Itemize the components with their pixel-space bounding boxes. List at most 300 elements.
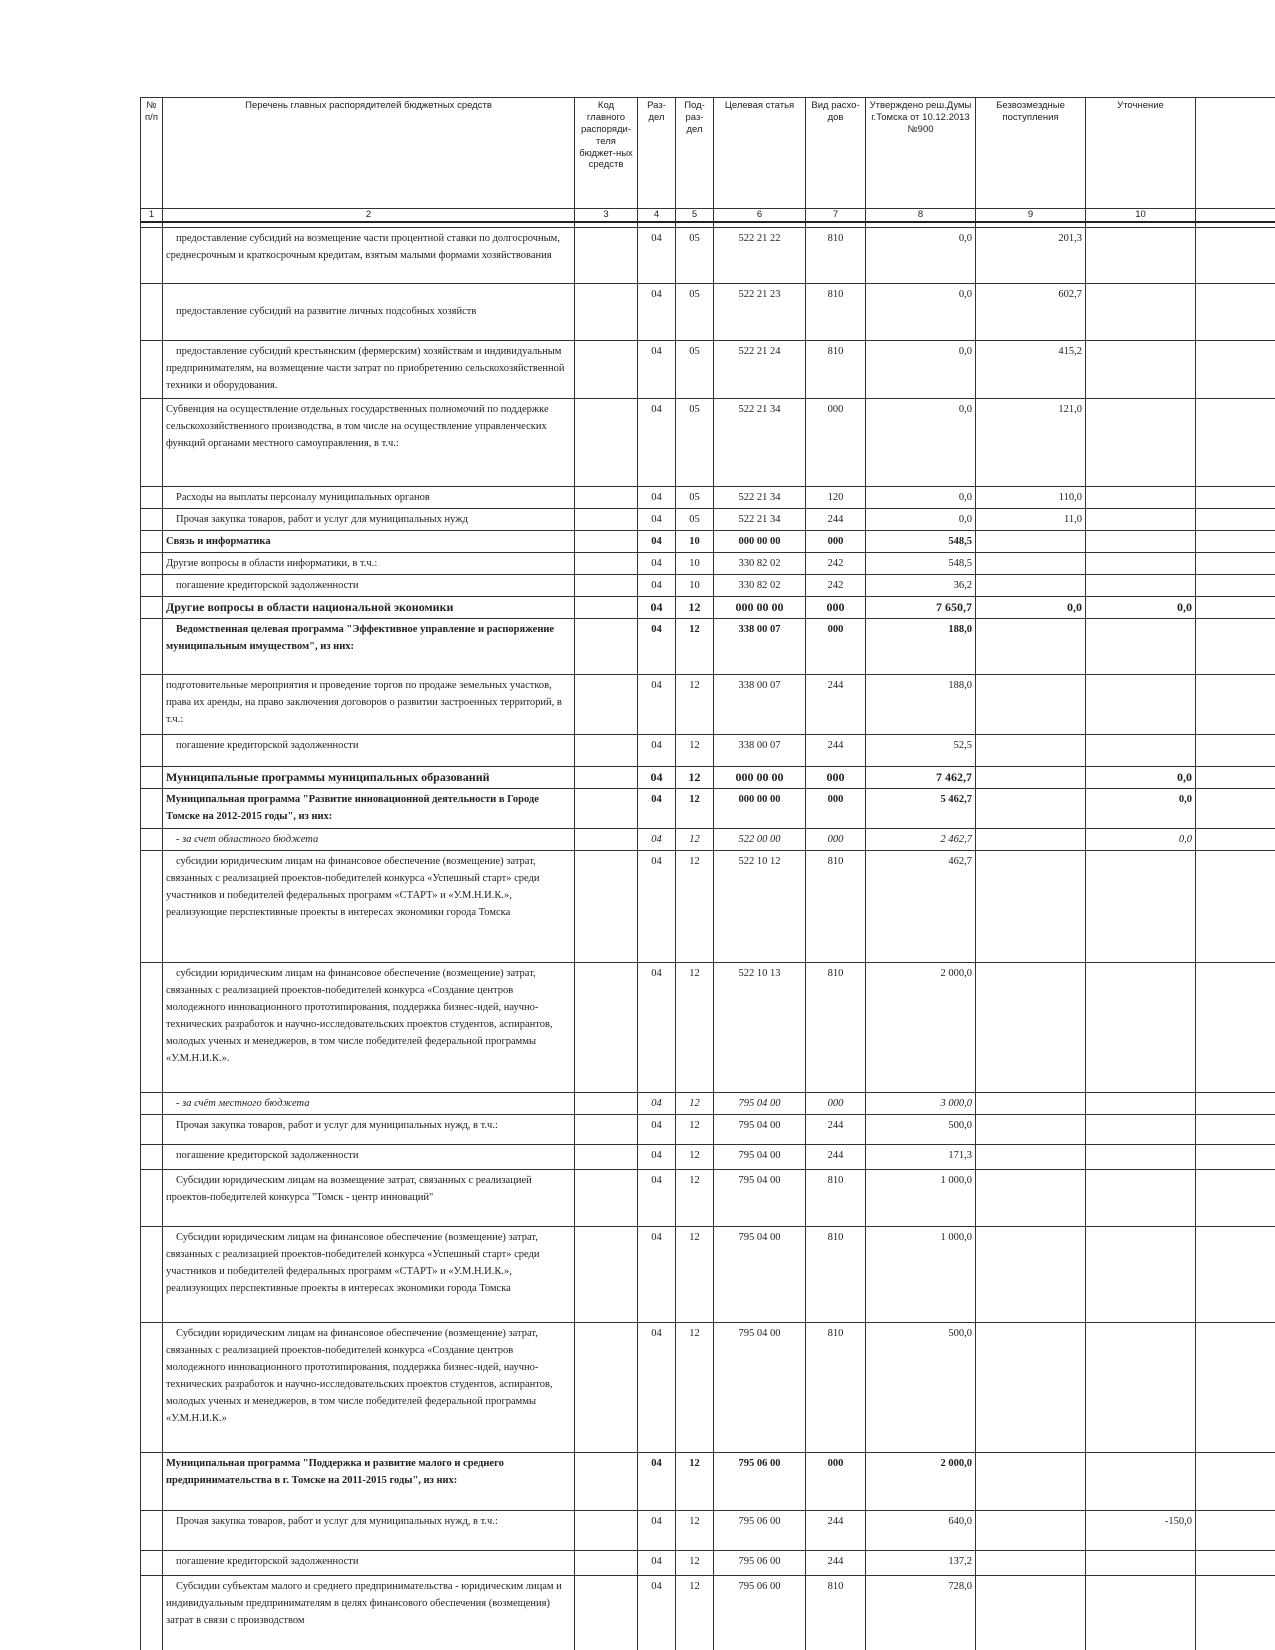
row-code bbox=[575, 574, 638, 596]
row-subsection: 12 bbox=[676, 788, 714, 828]
row-number bbox=[141, 962, 163, 1092]
row-expense-type: 000 bbox=[806, 1452, 866, 1510]
row-expense-type: 000 bbox=[806, 766, 866, 788]
row-subsection: 12 bbox=[676, 1322, 714, 1452]
row-update: 0,0 bbox=[1086, 788, 1196, 828]
row-section: 04 bbox=[638, 1169, 676, 1226]
row-target-article: 000 00 00 bbox=[714, 788, 806, 828]
row-section: 04 bbox=[638, 1452, 676, 1510]
table-row bbox=[141, 486, 1275, 508]
row-subsection: 12 bbox=[676, 596, 714, 618]
row-target-article: 795 04 00 bbox=[714, 1226, 806, 1322]
row-number bbox=[141, 1092, 163, 1114]
row-name: Расходы на выплаты персоналу муниципальных органов bbox=[163, 486, 575, 508]
row-code bbox=[575, 530, 638, 552]
row-approved: 36,2 bbox=[866, 574, 976, 596]
row-name: предоставление субсидий на развитие личных подсобных хозяйств bbox=[163, 283, 575, 340]
row-expense-type: 242 bbox=[806, 574, 866, 596]
header-update: Уточнение bbox=[1086, 98, 1196, 209]
row-code bbox=[575, 596, 638, 618]
row-name: предоставление субсидий на возмещение части процентной ставки по долгосрочным, среднесрочным и краткосрочным кредитам, взятым малыми формами хозяйствования bbox=[163, 227, 575, 283]
row-grants bbox=[976, 766, 1086, 788]
row-update: 0,0 bbox=[1086, 828, 1196, 850]
row-name: погашение кредиторской задолженности bbox=[163, 734, 575, 766]
row-code bbox=[575, 486, 638, 508]
row-update bbox=[1086, 1452, 1196, 1510]
row-code bbox=[575, 552, 638, 574]
budget-table-sheet bbox=[140, 97, 1275, 1650]
row-section: 04 bbox=[638, 596, 676, 618]
row-number bbox=[141, 766, 163, 788]
row-number bbox=[141, 1452, 163, 1510]
row-number bbox=[141, 1169, 163, 1226]
row-subsection: 05 bbox=[676, 227, 714, 283]
row-approved: 0,0 bbox=[866, 486, 976, 508]
row-grants bbox=[976, 1092, 1086, 1114]
row-extra bbox=[1196, 766, 1275, 788]
index-cell: 5 bbox=[676, 209, 714, 222]
row-extra bbox=[1196, 398, 1275, 486]
row-number bbox=[141, 398, 163, 486]
row-update bbox=[1086, 962, 1196, 1092]
row-name: погашение кредиторской задолженности bbox=[163, 574, 575, 596]
row-update bbox=[1086, 850, 1196, 962]
row-target-article: 522 21 34 bbox=[714, 508, 806, 530]
row-approved: 137,2 bbox=[866, 1550, 976, 1575]
row-update bbox=[1086, 1092, 1196, 1114]
row-expense-type: 000 bbox=[806, 1092, 866, 1114]
row-approved: 188,0 bbox=[866, 618, 976, 674]
header-approved: Утверждено реш.Думы г.Томска от 10.12.2013 №900 bbox=[866, 98, 976, 209]
row-update: 0,0 bbox=[1086, 596, 1196, 618]
row-grants: 415,2 bbox=[976, 340, 1086, 398]
row-update bbox=[1086, 1114, 1196, 1144]
header-section: Раз-дел bbox=[638, 98, 676, 209]
row-extra bbox=[1196, 340, 1275, 398]
table-body bbox=[141, 227, 1275, 1650]
row-section: 04 bbox=[638, 283, 676, 340]
row-subsection: 05 bbox=[676, 486, 714, 508]
row-expense-type: 244 bbox=[806, 1510, 866, 1550]
row-extra bbox=[1196, 227, 1275, 283]
row-update: 0,0 bbox=[1086, 766, 1196, 788]
row-grants bbox=[976, 1510, 1086, 1550]
row-extra bbox=[1196, 508, 1275, 530]
row-approved: 2 000,0 bbox=[866, 962, 976, 1092]
index-cell: 1 bbox=[141, 209, 163, 222]
row-code bbox=[575, 227, 638, 283]
index-cell: 3 bbox=[575, 209, 638, 222]
row-target-article: 795 04 00 bbox=[714, 1114, 806, 1144]
table-row bbox=[141, 1144, 1275, 1169]
row-section: 04 bbox=[638, 574, 676, 596]
table-row bbox=[141, 734, 1275, 766]
row-target-article: 338 00 07 bbox=[714, 618, 806, 674]
row-code bbox=[575, 1550, 638, 1575]
row-approved: 0,0 bbox=[866, 508, 976, 530]
table-row bbox=[141, 227, 1275, 283]
index-cell bbox=[1196, 209, 1275, 222]
row-number bbox=[141, 340, 163, 398]
row-section: 04 bbox=[638, 552, 676, 574]
row-extra bbox=[1196, 1144, 1275, 1169]
row-name: предоставление субсидий крестьянским (фермерским) хозяйствам и индивидуальным предпринимателям, на возмещение части затрат по приобретению сельскохозяйственной техники и оборудования. bbox=[163, 340, 575, 398]
table-row bbox=[141, 1452, 1275, 1510]
row-target-article: 795 04 00 bbox=[714, 1322, 806, 1452]
row-grants bbox=[976, 1575, 1086, 1650]
row-code bbox=[575, 850, 638, 962]
index-cell: 7 bbox=[806, 209, 866, 222]
row-grants bbox=[976, 828, 1086, 850]
row-code bbox=[575, 283, 638, 340]
row-subsection: 12 bbox=[676, 1510, 714, 1550]
row-name: подготовительные мероприятия и проведение торгов по продаже земельных участков, права их аренды, на право заключения договоров о развитии застроенных территорий, в т.ч.: bbox=[163, 674, 575, 734]
row-approved: 2 462,7 bbox=[866, 828, 976, 850]
table-row bbox=[141, 674, 1275, 734]
row-subsection: 12 bbox=[676, 734, 714, 766]
row-update bbox=[1086, 227, 1196, 283]
row-expense-type: 810 bbox=[806, 1322, 866, 1452]
row-extra bbox=[1196, 1510, 1275, 1550]
row-target-article: 522 00 00 bbox=[714, 828, 806, 850]
row-name: Прочая закупка товаров, работ и услуг для муниципальных нужд, в т.ч.: bbox=[163, 1510, 575, 1550]
table-row bbox=[141, 828, 1275, 850]
row-extra bbox=[1196, 1322, 1275, 1452]
row-name: Муниципальная программа "Поддержка и развитие малого и среднего предпринимательства в г. Томске на 2011-2015 годы", из них: bbox=[163, 1452, 575, 1510]
row-update bbox=[1086, 1575, 1196, 1650]
row-section: 04 bbox=[638, 766, 676, 788]
table-row bbox=[141, 1550, 1275, 1575]
table-index-row bbox=[141, 209, 1275, 222]
row-expense-type: 810 bbox=[806, 962, 866, 1092]
row-code bbox=[575, 340, 638, 398]
row-section: 04 bbox=[638, 734, 676, 766]
row-name: Прочая закупка товаров, работ и услуг для муниципальных нужд, в т.ч.: bbox=[163, 1114, 575, 1144]
row-number bbox=[141, 283, 163, 340]
row-extra bbox=[1196, 1092, 1275, 1114]
table-row bbox=[141, 1169, 1275, 1226]
row-expense-type: 810 bbox=[806, 1169, 866, 1226]
row-subsection: 12 bbox=[676, 962, 714, 1092]
row-update bbox=[1086, 574, 1196, 596]
row-approved: 0,0 bbox=[866, 340, 976, 398]
row-update bbox=[1086, 530, 1196, 552]
row-extra bbox=[1196, 674, 1275, 734]
row-subsection: 10 bbox=[676, 552, 714, 574]
row-target-article: 795 06 00 bbox=[714, 1550, 806, 1575]
row-number bbox=[141, 530, 163, 552]
row-target-article: 330 82 02 bbox=[714, 552, 806, 574]
table-row bbox=[141, 596, 1275, 618]
row-section: 04 bbox=[638, 486, 676, 508]
row-grants bbox=[976, 1144, 1086, 1169]
row-grants bbox=[976, 788, 1086, 828]
row-subsection: 12 bbox=[676, 1575, 714, 1650]
row-target-article: 522 21 34 bbox=[714, 486, 806, 508]
row-grants bbox=[976, 674, 1086, 734]
row-section: 04 bbox=[638, 227, 676, 283]
row-approved: 171,3 bbox=[866, 1144, 976, 1169]
header-grants: Безвозмездные поступления bbox=[976, 98, 1086, 209]
row-name: - за счет областного бюджета bbox=[163, 828, 575, 850]
row-expense-type: 244 bbox=[806, 1114, 866, 1144]
header-code: Код главного распоряди-теля бюджет-ных средств bbox=[575, 98, 638, 209]
row-target-article: 795 06 00 bbox=[714, 1510, 806, 1550]
table-row bbox=[141, 340, 1275, 398]
table-row bbox=[141, 508, 1275, 530]
row-code bbox=[575, 1169, 638, 1226]
row-approved: 2 000,0 bbox=[866, 1452, 976, 1510]
table-row bbox=[141, 1322, 1275, 1452]
row-update: -150,0 bbox=[1086, 1510, 1196, 1550]
row-expense-type: 810 bbox=[806, 1575, 866, 1650]
row-code bbox=[575, 674, 638, 734]
row-grants bbox=[976, 530, 1086, 552]
row-grants bbox=[976, 1169, 1086, 1226]
row-extra bbox=[1196, 283, 1275, 340]
row-name: субсидии юридическим лицам на финансовое обеспечение (возмещение) затрат, связанных с реализацией проектов-победителей конкурса «Создание центров молодежного инновационного прототипирования, поддержка бизнес-идей, научно-технических разработок и научно-исследовательских проектов студентов, аспирантов, молодых ученых и менеджеров, в том числе победителей федеральной программы «У.М.Н.И.К.». bbox=[163, 962, 575, 1092]
row-target-article: 795 06 00 bbox=[714, 1575, 806, 1650]
row-update bbox=[1086, 674, 1196, 734]
row-approved: 3 000,0 bbox=[866, 1092, 976, 1114]
row-code bbox=[575, 1322, 638, 1452]
row-extra bbox=[1196, 1226, 1275, 1322]
index-cell: 8 bbox=[866, 209, 976, 222]
row-number bbox=[141, 1144, 163, 1169]
row-name: Субсидии юридическим лицам на возмещение затрат, связанных с реализацией проектов-победителей конкурса "Томск - центр инноваций" bbox=[163, 1169, 575, 1226]
row-grants: 11,0 bbox=[976, 508, 1086, 530]
row-extra bbox=[1196, 1575, 1275, 1650]
row-grants: 110,0 bbox=[976, 486, 1086, 508]
row-target-article: 522 21 23 bbox=[714, 283, 806, 340]
row-approved: 7 462,7 bbox=[866, 766, 976, 788]
index-cell: 9 bbox=[976, 209, 1086, 222]
row-number bbox=[141, 574, 163, 596]
row-code bbox=[575, 508, 638, 530]
table-row bbox=[141, 788, 1275, 828]
row-section: 04 bbox=[638, 508, 676, 530]
row-update bbox=[1086, 1144, 1196, 1169]
row-grants bbox=[976, 1452, 1086, 1510]
row-target-article: 522 10 13 bbox=[714, 962, 806, 1092]
row-section: 04 bbox=[638, 1575, 676, 1650]
row-section: 04 bbox=[638, 788, 676, 828]
row-update bbox=[1086, 1226, 1196, 1322]
row-target-article: 795 06 00 bbox=[714, 1452, 806, 1510]
table-row bbox=[141, 1575, 1275, 1650]
row-update bbox=[1086, 486, 1196, 508]
table-row bbox=[141, 850, 1275, 962]
row-target-article: 795 04 00 bbox=[714, 1092, 806, 1114]
row-expense-type: 242 bbox=[806, 552, 866, 574]
row-expense-type: 120 bbox=[806, 486, 866, 508]
row-code bbox=[575, 828, 638, 850]
row-extra bbox=[1196, 486, 1275, 508]
table-row bbox=[141, 552, 1275, 574]
row-extra bbox=[1196, 530, 1275, 552]
row-update bbox=[1086, 618, 1196, 674]
row-name: Субсидии субъектам малого и среднего предпринимательства - юридическим лицам и индивидуальным предпринимателям в целях финансового обеспечения (возмещения) затрат в связи с производством bbox=[163, 1575, 575, 1650]
row-name: погашение кредиторской задолженности bbox=[163, 1550, 575, 1575]
table-row bbox=[141, 766, 1275, 788]
row-subsection: 12 bbox=[676, 618, 714, 674]
row-approved: 0,0 bbox=[866, 227, 976, 283]
row-number bbox=[141, 1550, 163, 1575]
row-subsection: 05 bbox=[676, 398, 714, 486]
row-section: 04 bbox=[638, 1092, 676, 1114]
row-grants: 602,7 bbox=[976, 283, 1086, 340]
row-grants bbox=[976, 552, 1086, 574]
row-name: субсидии юридическим лицам на финансовое обеспечение (возмещение) затрат, связанных с реализацией проектов-победителей конкурса «Успешный старт» среди участников и победителей федеральных программ «СТАРТ» и «У.М.Н.И.К.», реализующие перспективные проекты в интересах экономики города Томска bbox=[163, 850, 575, 962]
row-section: 04 bbox=[638, 1322, 676, 1452]
budget-table bbox=[140, 97, 1275, 1650]
row-extra bbox=[1196, 574, 1275, 596]
row-target-article: 338 00 07 bbox=[714, 734, 806, 766]
row-number bbox=[141, 1322, 163, 1452]
row-update bbox=[1086, 1550, 1196, 1575]
row-section: 04 bbox=[638, 618, 676, 674]
row-subsection: 12 bbox=[676, 1169, 714, 1226]
row-extra bbox=[1196, 734, 1275, 766]
row-number bbox=[141, 486, 163, 508]
row-update bbox=[1086, 1169, 1196, 1226]
row-section: 04 bbox=[638, 828, 676, 850]
row-approved: 1 000,0 bbox=[866, 1169, 976, 1226]
row-target-article: 522 21 22 bbox=[714, 227, 806, 283]
row-extra bbox=[1196, 1452, 1275, 1510]
row-expense-type: 000 bbox=[806, 530, 866, 552]
row-code bbox=[575, 1092, 638, 1114]
row-approved: 7 650,7 bbox=[866, 596, 976, 618]
row-subsection: 05 bbox=[676, 340, 714, 398]
row-section: 04 bbox=[638, 1550, 676, 1575]
row-code bbox=[575, 734, 638, 766]
row-approved: 728,0 bbox=[866, 1575, 976, 1650]
header-subsection: Под-раз-дел bbox=[676, 98, 714, 209]
row-code bbox=[575, 1510, 638, 1550]
header-extra bbox=[1196, 98, 1275, 209]
row-code bbox=[575, 1114, 638, 1144]
row-grants: 121,0 bbox=[976, 398, 1086, 486]
row-expense-type: 000 bbox=[806, 828, 866, 850]
table-row bbox=[141, 530, 1275, 552]
row-approved: 500,0 bbox=[866, 1114, 976, 1144]
row-expense-type: 000 bbox=[806, 788, 866, 828]
row-number bbox=[141, 1226, 163, 1322]
row-subsection: 10 bbox=[676, 530, 714, 552]
row-code bbox=[575, 1575, 638, 1650]
row-name: Субвенция на осуществление отдельных государственных полномочий по поддержке сельскохозяйственного производства, в том числе на осуществление управленческих функций органами местного самоуправления, в т.ч.: bbox=[163, 398, 575, 486]
row-code bbox=[575, 766, 638, 788]
row-subsection: 12 bbox=[676, 1114, 714, 1144]
row-code bbox=[575, 788, 638, 828]
row-grants bbox=[976, 850, 1086, 962]
row-code bbox=[575, 398, 638, 486]
row-expense-type: 810 bbox=[806, 1226, 866, 1322]
row-expense-type: 244 bbox=[806, 508, 866, 530]
row-update bbox=[1086, 340, 1196, 398]
header-distributors: Перечень главных распорядителей бюджетных средств bbox=[163, 98, 575, 209]
row-subsection: 12 bbox=[676, 1452, 714, 1510]
row-target-article: 000 00 00 bbox=[714, 530, 806, 552]
row-grants bbox=[976, 962, 1086, 1092]
row-name: Другие вопросы в области национальной экономики bbox=[163, 596, 575, 618]
row-extra bbox=[1196, 788, 1275, 828]
row-expense-type: 244 bbox=[806, 734, 866, 766]
row-section: 04 bbox=[638, 1114, 676, 1144]
row-target-article: 795 04 00 bbox=[714, 1144, 806, 1169]
row-update bbox=[1086, 552, 1196, 574]
row-section: 04 bbox=[638, 1144, 676, 1169]
row-extra bbox=[1196, 962, 1275, 1092]
row-extra bbox=[1196, 828, 1275, 850]
row-target-article: 338 00 07 bbox=[714, 674, 806, 734]
row-approved: 5 462,7 bbox=[866, 788, 976, 828]
row-subsection: 12 bbox=[676, 1226, 714, 1322]
row-grants bbox=[976, 1226, 1086, 1322]
row-number bbox=[141, 734, 163, 766]
row-approved: 548,5 bbox=[866, 530, 976, 552]
header-target-article: Целевая статья bbox=[714, 98, 806, 209]
row-name: Ведомственная целевая программа "Эффективное управление и распоряжение муниципальным имуществом", из них: bbox=[163, 618, 575, 674]
header-number: № п/п bbox=[141, 98, 163, 209]
table-row bbox=[141, 283, 1275, 340]
row-update bbox=[1086, 734, 1196, 766]
row-code bbox=[575, 618, 638, 674]
row-expense-type: 810 bbox=[806, 340, 866, 398]
table-row bbox=[141, 1510, 1275, 1550]
row-expense-type: 000 bbox=[806, 596, 866, 618]
row-name: Муниципальные программы муниципальных образований bbox=[163, 766, 575, 788]
row-expense-type: 810 bbox=[806, 850, 866, 962]
row-section: 04 bbox=[638, 1510, 676, 1550]
row-name: Субсидии юридическим лицам на финансовое обеспечение (возмещение) затрат, связанных с реализацией проектов-победителей конкурса «Создание центров молодежного инновационного прототипирования, поддержка бизнес-идей, научно-технических разработок и научно-исследовательских проектов студентов, аспирантов, молодых ученых и менеджеров, в том числе победителей федеральной программы «У.М.Н.И.К.» bbox=[163, 1322, 575, 1452]
row-subsection: 05 bbox=[676, 508, 714, 530]
row-subsection: 12 bbox=[676, 850, 714, 962]
row-section: 04 bbox=[638, 530, 676, 552]
row-extra bbox=[1196, 1114, 1275, 1144]
row-number bbox=[141, 674, 163, 734]
row-subsection: 12 bbox=[676, 674, 714, 734]
row-number bbox=[141, 618, 163, 674]
row-number bbox=[141, 1114, 163, 1144]
row-section: 04 bbox=[638, 674, 676, 734]
row-number bbox=[141, 1575, 163, 1650]
row-expense-type: 000 bbox=[806, 618, 866, 674]
row-approved: 52,5 bbox=[866, 734, 976, 766]
row-approved: 0,0 bbox=[866, 283, 976, 340]
table-row bbox=[141, 618, 1275, 674]
row-approved: 500,0 bbox=[866, 1322, 976, 1452]
table-row bbox=[141, 398, 1275, 486]
row-target-article: 000 00 00 bbox=[714, 596, 806, 618]
row-subsection: 12 bbox=[676, 766, 714, 788]
row-target-article: 795 04 00 bbox=[714, 1169, 806, 1226]
row-approved: 1 000,0 bbox=[866, 1226, 976, 1322]
row-target-article: 522 10 12 bbox=[714, 850, 806, 962]
table-row bbox=[141, 574, 1275, 596]
row-subsection: 12 bbox=[676, 1550, 714, 1575]
row-expense-type: 244 bbox=[806, 1550, 866, 1575]
row-expense-type: 244 bbox=[806, 1144, 866, 1169]
row-grants bbox=[976, 1114, 1086, 1144]
table-row bbox=[141, 1092, 1275, 1114]
row-name: Другие вопросы в области информатики, в т.ч.: bbox=[163, 552, 575, 574]
row-code bbox=[575, 1452, 638, 1510]
row-name: Связь и информатика bbox=[163, 530, 575, 552]
row-number bbox=[141, 552, 163, 574]
index-cell: 2 bbox=[163, 209, 575, 222]
